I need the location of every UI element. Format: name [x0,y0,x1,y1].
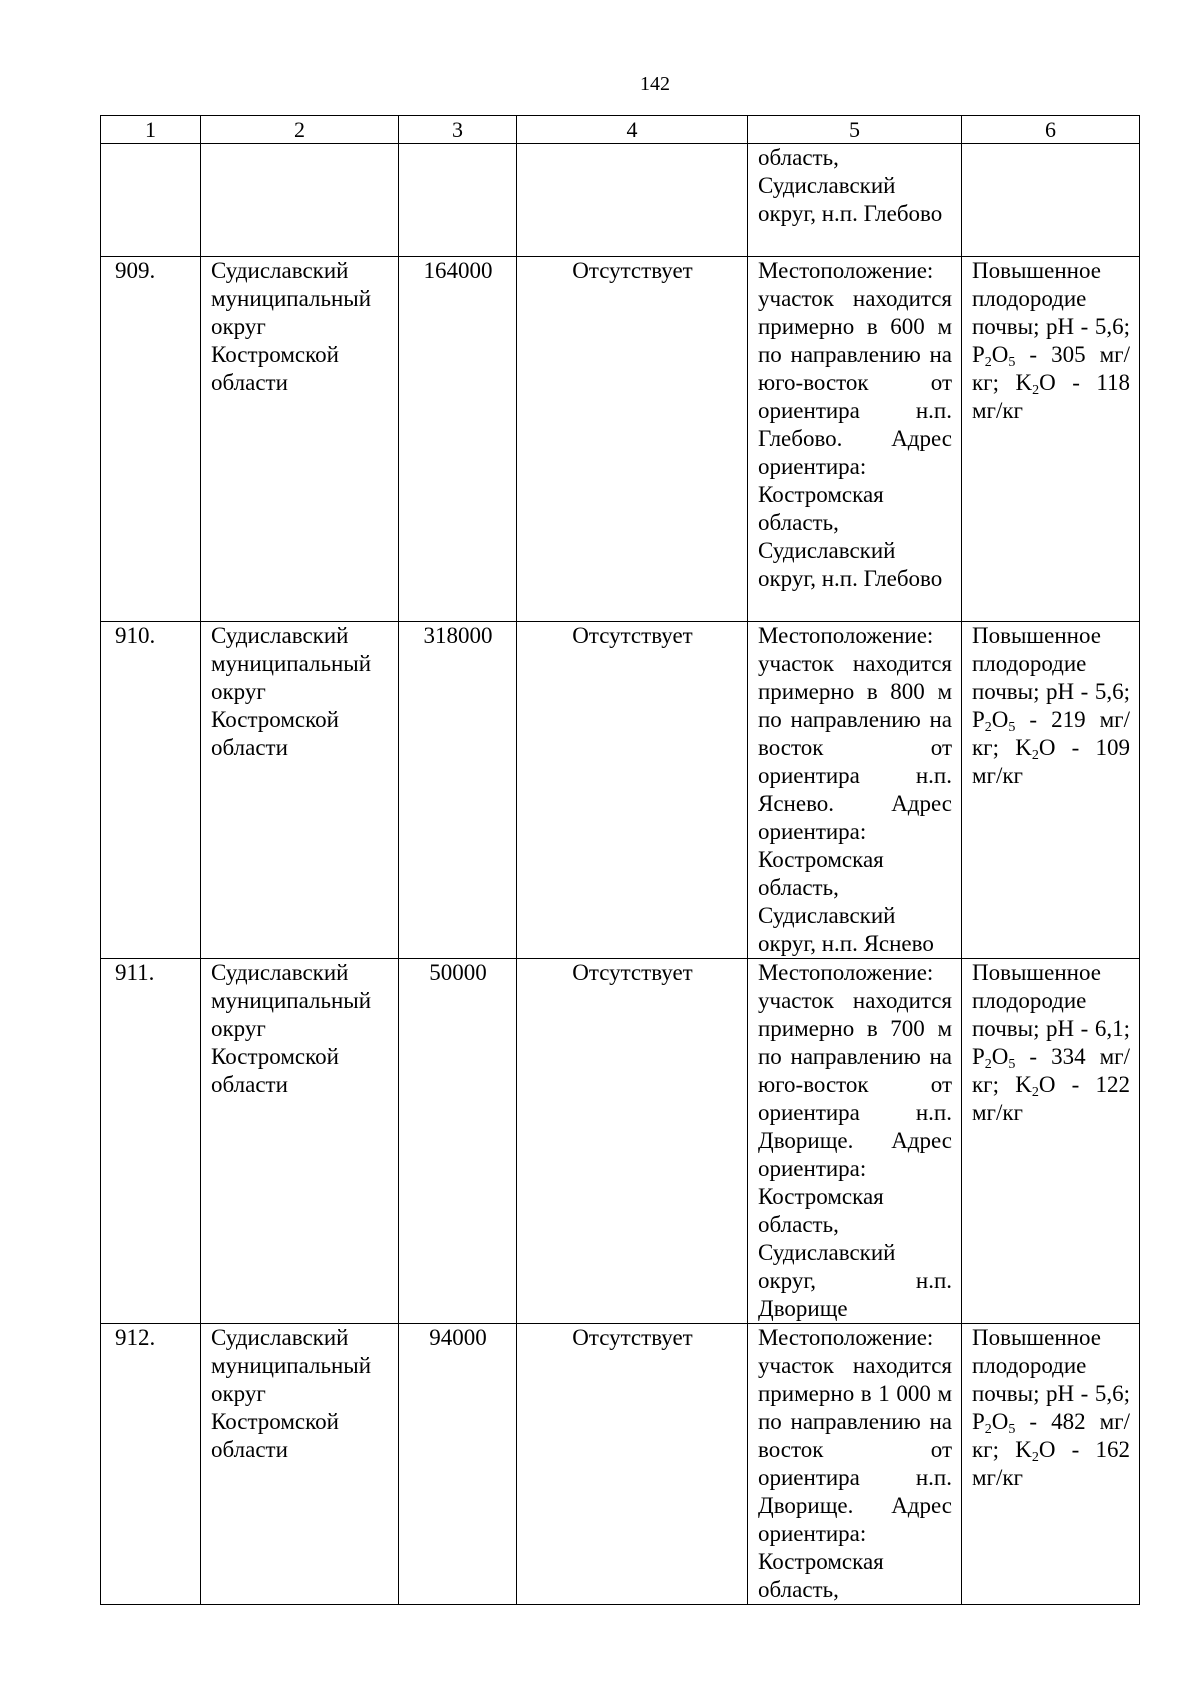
table-row-continued [101,144,1140,257]
column-header: 3 [399,116,517,144]
cell-number [101,144,201,257]
cell-district [201,144,399,257]
cell-number: 910. [101,622,201,959]
column-header: 2 [201,116,399,144]
cell-status [517,144,748,257]
land-plots-table [100,115,1140,1605]
cell-district: Судиславский муниципальный округ Костромской области [201,622,399,959]
cell-status: Отсутствует [517,622,748,959]
table-row [101,959,1140,1324]
cell-fertility [962,144,1140,257]
cell-district: Судиславский муниципальный округ Костромской области [201,959,399,1324]
cell-location: Местоположение: участок находится примерно в 700 м по направлению на юго-восток от ориентира н.п. Дворище. Адрес ориентира: Костромская область, Судиславский округ, н.п. Дворище [748,959,962,1324]
cell-number: 912. [101,1324,201,1605]
page-number: 142 [640,73,670,95]
cell-area: 318000 [399,622,517,959]
cell-area: 164000 [399,257,517,622]
cell-status: Отсутствует [517,257,748,622]
cell-area [399,144,517,257]
table-row [101,1324,1140,1605]
cell-location: область, Судиславский округ, н.п. Глебово [748,144,962,257]
cell-number: 909. [101,257,201,622]
cell-area: 50000 [399,959,517,1324]
cell-location: Местоположение: участок находится примерно в 600 м по направлению на юго-восток от ориентира н.п. Глебово. Адрес ориентира: Костромская область, Судиславский округ, н.п. Глебово [748,257,962,622]
cell-status: Отсутствует [517,959,748,1324]
table-header-row [101,116,1140,144]
cell-number: 911. [101,959,201,1324]
cell-fertility: Повышенное плодородие почвы; pH - 5,6; $P_2O_5 - 482$ мг/кг; $K_2O - 162$ мг/кг [962,1324,1140,1605]
column-header: 5 [748,116,962,144]
cell-location: Местоположение: участок находится примерно в 1 000 м по направлению на восток от ориентира н.п. Дворище. Адрес ориентира: Костромская область, [748,1324,962,1605]
column-header: 6 [962,116,1140,144]
table-row [101,257,1140,622]
column-header: 4 [517,116,748,144]
cell-status: Отсутствует [517,1324,748,1605]
cell-area: 94000 [399,1324,517,1605]
cell-fertility: Повышенное плодородие почвы; pH - 5,6; $P_2O_5 - 305$ мг/кг; $K_2O - 118$ мг/кг [962,257,1140,622]
cell-district: Судиславский муниципальный округ Костромской области [201,1324,399,1605]
table-row [101,622,1140,959]
cell-district: Судиславский муниципальный округ Костромской области [201,257,399,622]
cell-fertility: Повышенное плодородие почвы; pH - 5,6; $P_2O_5 - 219$ мг/кг; $K_2O - 109$ мг/кг [962,622,1140,959]
cell-location: Местоположение: участок находится примерно в 800 м по направлению на восток от ориентира н.п. Яснево. Адрес ориентира: Костромская область, Судиславский округ, н.п. Яснево [748,622,962,959]
cell-fertility: Повышенное плодородие почвы; pH - 6,1; $P_2O_5 - 334$ мг/кг; $K_2O - 122$ мг/кг [962,959,1140,1324]
column-header: 1 [101,116,201,144]
